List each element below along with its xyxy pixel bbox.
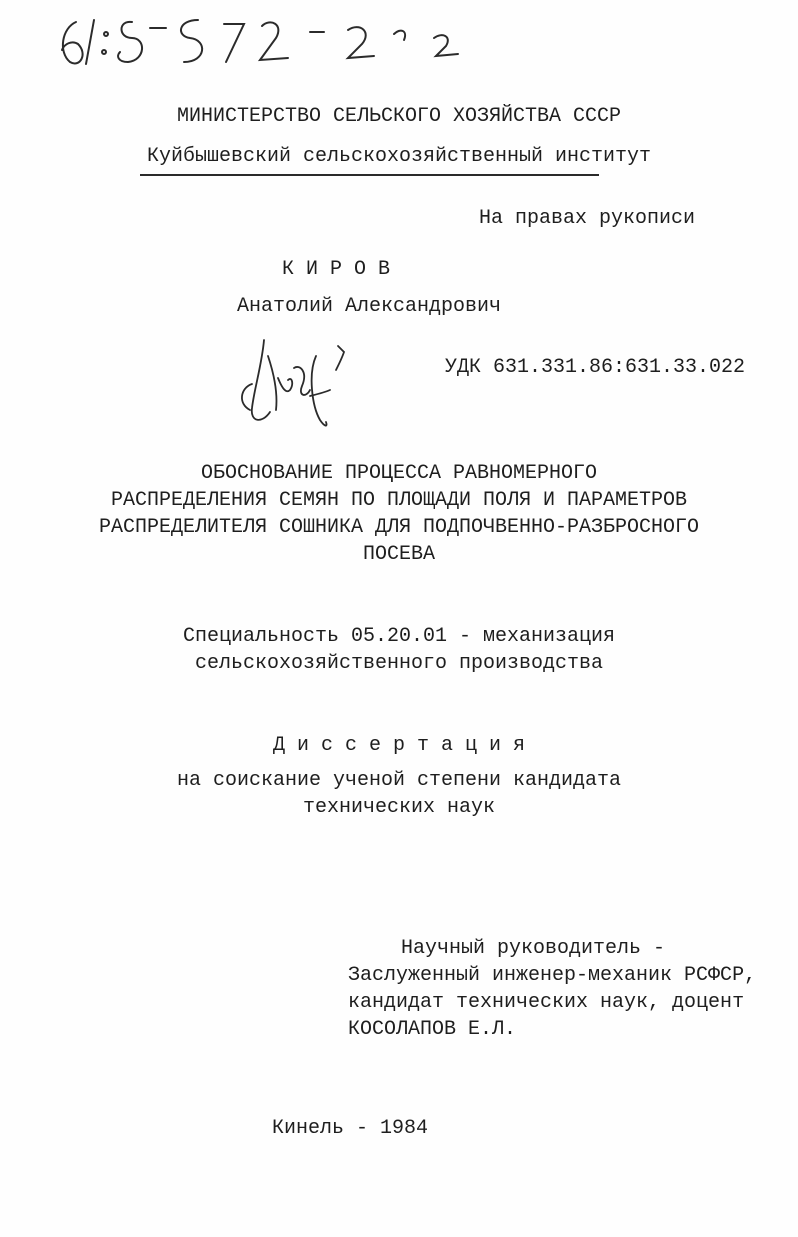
degree-line-2: технических наук — [302, 796, 496, 819]
author-signature — [238, 338, 356, 434]
specialty-line-1: Специальность 05.20.01 - механизация — [182, 625, 616, 648]
ministry-heading: МИНИСТЕРСТВО СЕЛЬСКОГО ХОЗЯЙСТВА СССР — [176, 105, 622, 128]
supervisor-line-4: КОСОЛАПОВ Е.Л. — [348, 1018, 517, 1041]
document-type: Д и с с е р т а ц и я — [272, 734, 526, 757]
thesis-title-line-2: РАСПРЕДЕЛЕНИЯ СЕМЯН ПО ПЛОЩАДИ ПОЛЯ И ПАРАМЕТРОВ — [110, 489, 688, 512]
udc-code: УДК 631.331.86:631.33.022 — [445, 356, 746, 379]
manuscript-rights-label: На правах рукописи — [479, 207, 696, 230]
archive-mark — [48, 8, 488, 72]
author-surname: К И Р О В — [282, 258, 391, 281]
thesis-title-line-3: РАСПРЕДЕЛИТЕЛЯ СОШНИКА ДЛЯ ПОДПОЧВЕННО-РАЗБРОСНОГО — [98, 516, 700, 539]
place-year: Кинель - 1984 — [272, 1117, 429, 1140]
heading-divider — [140, 174, 599, 176]
supervisor-line-2: Заслуженный инженер-механик РСФСР, — [348, 964, 757, 987]
degree-line-1: на соискание ученой степени кандидата — [176, 769, 622, 792]
supervisor-line-1: Научный руководитель - — [401, 937, 666, 960]
specialty-line-2: сельскохозяйственного производства — [194, 652, 604, 675]
supervisor-line-3: кандидат технических наук, доцент — [348, 991, 745, 1014]
institute-heading: Куйбышевский сельскохозяйственный институт — [146, 145, 652, 168]
thesis-title-line-1: ОБОСНОВАНИЕ ПРОЦЕССА РАВНОМЕРНОГО — [200, 462, 598, 485]
thesis-title-line-4: ПОСЕВА — [362, 543, 435, 566]
author-name: Анатолий Александрович — [237, 295, 502, 318]
